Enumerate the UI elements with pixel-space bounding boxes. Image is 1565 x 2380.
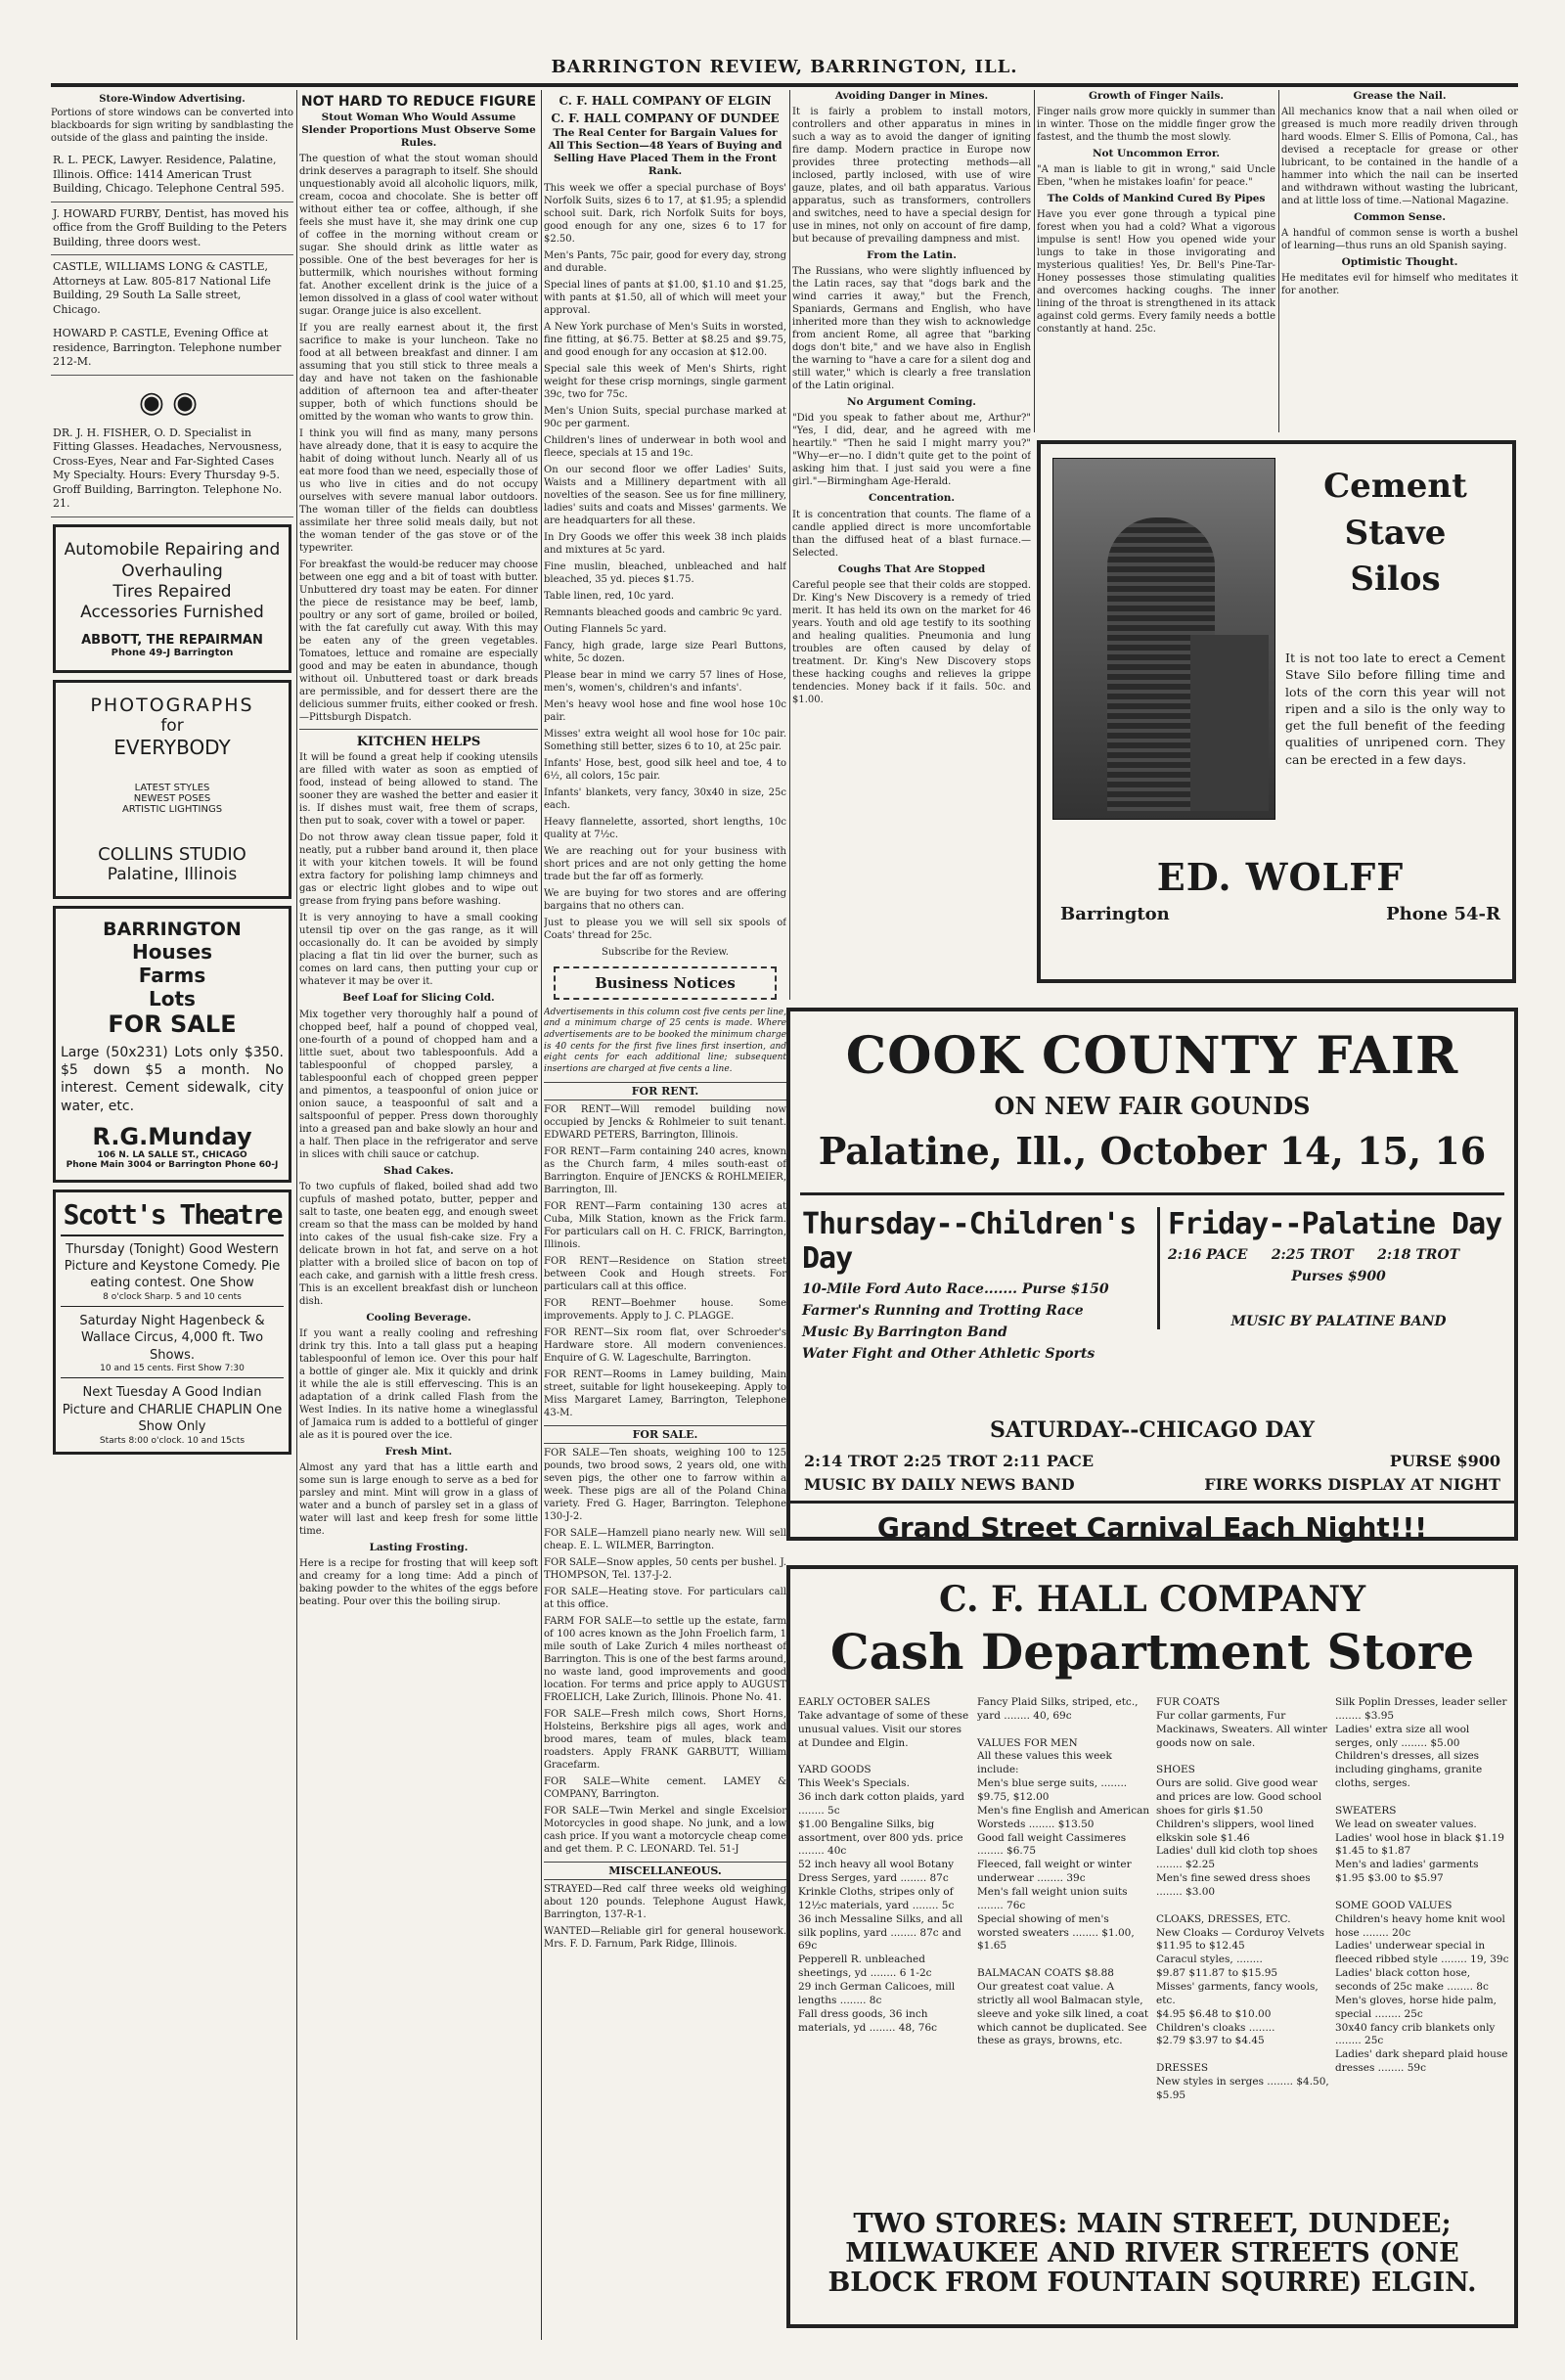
hall-item: In Dry Goods we offer this week 38 inch plaids and mixtures at 5c yard. [544,531,786,556]
thursday-event: Water Fight and Other Athletic Sports [802,1346,1096,1362]
hall-ad-stores: TWO STORES: MAIN STREET, DUNDEE; MILWAUKEE AND RIVER STREETS (ONE BLOCK FROM FOUNTAIN SQURRE) ELGIN. [827,2209,1477,2299]
hall-dundee-heading: C. F. HALL COMPANY OF DUNDEE [551,112,780,125]
column-divider [1278,90,1279,432]
classified-ad: FOR RENT—Farm containing 240 acres, known as the Church farm, 4 miles south-east of Barrington. Enquire of JENCKS & ROHLMEIER, Barrington, Ill. [544,1145,786,1195]
munday-line-6: Large (50x231) Lots only $350. $5 down $5 a month. No interest. Cement sidewalk, city water, etc. [61,1045,284,1114]
classified-ad: WANTED—Reliable girl for general housework. Mrs. F. D. Farnum, Park Ridge, Illinois. [544,1925,786,1950]
classified-ad: FOR SALE—Twin Merkel and single Excelsior Motorcycles in good shape. No junk, and a low cash price. If you want a motorcycle cheap come and get them. P. C. LEONARD. Tel. 51-J [544,1805,786,1855]
classified-ad: FOR RENT—Six room flat, over Schroeder's Hardware store. All modern conveniences. Enquire of G. W. Lageschulte, Barrington. [544,1326,786,1364]
column-divider [296,90,297,2340]
article-paragraph: "A man is liable to git in wrong," said Uncle Eben, "when he mistakes loafin' for peace." [1037,164,1275,189]
abbott-ad [53,524,291,673]
article-paragraph: It is very annoying to have a small cooking utensil tip over on the gas range, as it will occasionally do. It can be avoided by simply placing a flat tin lid over the burner, such as comes on lard cans, then putting your cup or whatever it may be over it. [299,913,538,988]
hall-item: Remnants bleached goods and cambric 9c yard. [544,606,782,618]
hall-item: On our second floor we offer Ladies' Suits, Waists and a Millinery department with all novelties of the season. See us for fine millinery, ladies' suits and coats and Misses' garments. We are headquarters for all these. [544,464,786,526]
friday-races: 2:16 PACE 2:25 TROT 2:18 TROT [1168,1247,1460,1263]
recipe-heading: Cooling Beverage. [366,1311,471,1324]
munday-ad [53,906,291,1183]
divider [800,1192,1504,1195]
scott-saturday: Saturday Night Hagenbeck & Wallace Circus, 4,000 ft. Two Shows. [79,1313,265,1363]
munday-line-8: 106 N. LA SALLE ST., CHICAGO Phone Main 3004 or Barrington Phone 60-J [66,1149,279,1170]
hall-item: Misses' extra weight all wool hose for 10c pair. Something still better, sizes 6 to 10, at 25c pair. [544,728,786,752]
classified-ad: FOR SALE—Hamzell piano nearly new. Will sell cheap. E. L. WILMER, Barrington. [544,1527,786,1551]
for-rent-heading: FOR RENT. [544,1082,786,1100]
for-sale-heading: FOR SALE. [544,1425,786,1444]
kitchen-helps-heading: KITCHEN HELPS [356,735,481,750]
munday-line-1: BARRINGTON [103,919,242,941]
thursday-heading: Thursday--Children's Day [802,1207,1137,1276]
abbott-line-2: Tires Repaired [112,581,232,602]
newspaper-page [51,39,1518,2348]
fisher-card: DR. J. H. FISHER, O. D. Specialist in Fitting Glasses. Headaches, Nervousness, Cross-Eyes, Near and Far-Sighted Cases My Specialty. Hours: Every Thursday 9-5. Groff Building, Barrington. Telephone No. 21. [51,422,293,517]
hall-item: Infants' Hose, best, good silk heel and toe, 4 to 6½, all colors, 15c pair. [544,757,786,782]
hall-item: We are buying for two stores and are offering bargains that no others can. [544,887,786,912]
silo-photo [1052,458,1275,820]
hall-ad-title: C. F. HALL COMPANY [938,1579,1366,1620]
silo-seller: ED. WOLFF [1156,855,1405,899]
hall-item: Heavy flannelette, assorted, short lengths, 10c quality at 7½c. [544,816,786,840]
subscribe-note: Subscribe for the Review. [602,946,729,958]
collins-line-4: LATEST STYLES NEWEST POSES ARTISTIC LIGHTINGS [121,783,223,816]
fair-date: Palatine, Ill., October 14, 15, 16 [818,1129,1487,1173]
article-paragraph: For breakfast the would-be reducer may choose between one egg and a bit of toast with butter. Unbuttered dry toast may be eaten. For dinner the piece de resistance may be beef, lamb, poultry or any sort of game, broiled or boiled, with the fat carefully cut away. With this may be eaten any of the green vegetables. Tomatoes, lettuce and romaine are especially good and may be eaten in abundance, though without oil. Unbuttered toast or dark breads are permissible, and for dessert there are the delicious summer fruits, either cooked or fresh. —Pittsburgh Dispatch. [299,560,538,724]
eyeglasses-icon: ◉◉ [138,384,206,420]
business-notices-rates: Advertisements in this column cost five cents per line, and a minimum charge of 25 cents is made. Where advertisements are to be booked the minimum charge is 40 cents for the first five lines first insertion, and eight cents for each additional line; subsequent insertions are charged at five cents a line. [544,1007,786,1074]
scott-saturday-times: 10 and 15 cents. First Show 7:30 [61,1364,284,1378]
article-reduce-sub: Stout Woman Who Would Assume Slender Proportions Must Observe Some Rules. [301,112,536,150]
miscellaneous-heading: MISCELLANEOUS. [544,1862,786,1880]
hall-item: Men's Pants, 75c pair, good for every day, strong and durable. [544,249,786,274]
article-paragraph: A handful of common sense is worth a bushel of learning—thus runs an old Spanish saying. [1281,228,1518,252]
castle-card: CASTLE, WILLIAMS LONG & CASTLE, Attorneys at Law. 805-817 National Life Building, 29 South La Salle street, Chicago. [53,260,271,316]
friday-purse: Purses $900 [1291,1269,1386,1284]
collins-ad [53,680,291,899]
classified-ad: FOR RENT—Boehmer house. Some improvements. Apply to J. C. PLAGGE. [544,1297,786,1322]
abbott-line-3: Accessories Furnished [80,602,264,622]
thursday-event: Music By Barrington Band [802,1325,1007,1340]
fair-subtitle: ON NEW FAIR GOUNDS [994,1092,1311,1120]
recipe-heading: Beef Loaf for Slicing Cold. [342,992,495,1005]
cook-county-fair-ad [786,1008,1518,1544]
scott-thursday: Thursday (Tonight) Good Western Picture and Keystone Comedy. Pie eating contest. One Show [64,1241,281,1290]
silo-body: It is not too late to erect a Cement Stave Silo before filling time and lots of the corn this year will not ripen and a silo is the only way to get the full benefit of the feeding qualities of unripened corn. They can be erected in a few days. [1285,651,1505,767]
business-notices-heading: Business Notices [554,966,777,1000]
silo-phone: Phone 54-R [1386,904,1500,924]
top-rule [51,83,1518,87]
article-paragraph: The question of what the stout woman should drink deserves a paragraph to itself. She should unquestionably avoid all alcoholic liquors, milk, cream, cocoa and chocolate. She is better off without either tea or coffee, although, if she feels she must have it, she may drink one cup of coffee in the morning without cream or sugar. She should drink as little water as possible. One of the best beverages for her is buttermilk, which nourishes without forming fat. Another excellent drink is the juice of a lemon dissolved in a glass of cool water without sugar. Orange juice is also excellent. [299,154,538,318]
collins-line-1: PHOTOGRAPHS [90,695,254,717]
article-heading: From the Latin. [867,249,957,262]
hall-ad-column: EARLY OCTOBER SALES Take advantage of some of these unusual values. Visit our stores at Dundee and Elgin. YARD GOODS This Week's Specials. 36 inch dark cotton plaids, yard ........ 5c $1.00 Bengaline Silks, big assortment, over 800 yds. price ........ 40c 52 inch heavy all wool Botany Dress Serges, yard ........ 87c Krinkle Cloths, stripes only of 12½c materials, yard ........ 5c 36 inch Messaline Silks, and all silk poplins, yard ........ 87c and 69c Pepperell R. unbleached sheetings, yd ........ 6 1-2c 29 inch German Calicoes, mill lengths ........ 8c Fall dress goods, 36 inch materials, yd ........ 48, 76c [798,1696,969,2034]
article-paragraph: Almost any yard that has a little earth and some sun is large enough to serve as a bed for parsley and mint. Mint will grow in a glass of water and a bunch of parsley set in a glass of water will last and keep fresh for some little time. [299,1461,538,1537]
munday-line-5: FOR SALE [108,1010,237,1039]
hall-item: Fancy, high grade, large size Pearl Buttons, white, 5c dozen. [544,640,786,664]
saturday-heading: SATURDAY--CHICAGO DAY [990,1417,1315,1443]
article-heading: Concentration. [868,492,956,505]
hall-subheading: The Real Center for Bargain Values for All This Section—48 Years of Buying and Selling Have Placed Them in the Front Rank. [548,127,782,178]
hall-item: Special lines of pants at $1.00, $1.10 and $1.25, with pants at $1.50, all of which will meet your approval. [544,279,786,316]
hall-ad-column: Fancy Plaid Silks, striped, etc., yard ........ 40, 69c VALUES FOR MEN All these values this week include: Men's blue serge suits, ........ $9.75, $12.00 Men's fine English and American Worsteds ........ $13.50 Good fall weight Cassimeres ........ $6.75 Fleeced, fall weight or winter underwear ........ 39c Men's fall weight union suits ........ 76c Special showing of men's worsted sweaters ........ $1.00, $1.65 BALMACAN COATS $8.88 Our greatest coat value. A strictly all wool Balmacan style, sleeve and yoke silk lined, a coat which cannot be duplicated. See these as grays, browns, etc. [977,1696,1150,2047]
furby-card: J. HOWARD FURBY, Dentist, has moved his office from the Groff Building to the Peters Building, three doors west. [51,202,293,256]
hall-item: Please bear in mind we carry 57 lines of Hose, men's, women's, children's and infants'. [544,669,786,694]
hall-item: Fine muslin, bleached, unbleached and half bleached, 35 yd. pieces $1.75. [544,561,786,585]
article-paragraph: I think you will find as many, many persons have already done, that it is easy to acquire the habit of doing without lunch. Nearly all of us eat more food than we need, especially those of us who live in cities and do not occupy ourselves with severe manual labor outdoors. The woman tiller of the fields can doubtless assimilate her three solid meals daily, but not the woman tender of the gas stove or of the typewriter. [299,428,538,555]
hall-item: This week we offer a special purchase of Boys' Norfolk Suits, sizes 6 to 17, at $1.95; a splendid school suit. Dark, rich Norfolk Suits for boys, good enough for any one, sizes 6 to 17 for $2.50. [544,182,786,245]
recipe-heading: Lasting Frosting. [369,1541,469,1553]
saturday-music-row [804,1475,1500,1494]
column-2 [299,90,538,1612]
abbott-line-1: Automobile Repairing and Overhauling [64,539,281,581]
collins-line-5: COLLINS STUDIO [98,844,246,866]
article-reduce-title: NOT HARD TO REDUCE FIGURE [300,94,537,110]
column-divider [541,90,542,2340]
article-paragraph: Finger nails grow more quickly in summer than in winter. Those on the middle finger grow the fastest, and the thumb the most slowly. [1037,107,1275,144]
article-paragraph: Here is a recipe for frosting that will keep soft and creamy for a long time: Add a pinch of baking powder to the whites of the eggs before beating. Pour over this the boiling sirup. [299,1558,538,1607]
abbott-line-4: ABBOTT, THE REPAIRMAN [81,633,263,649]
silo-title-line: Stave [1344,513,1447,553]
saturday-races: 2:14 TROT 2:25 TROT 2:11 PACE [804,1452,1095,1470]
scott-title: Scott's Theatre [61,1198,284,1236]
cement-silo-ad [1037,440,1516,983]
barn-shape [1190,635,1269,811]
hall-ad-column: FUR COATS Fur collar garments, Fur Mackinaws, Sweaters. All winter goods now on sale. SHOES Ours are solid. Give good wear and prices are low. Good school shoes for girls $1.50 Children's slippers, wool lined elkskin sole $1.46 Ladies' dull kid cloth top shoes ........ $2.25 Men's fine sewed dress shoes ........ $3.00 CLOAKS, DRESSES, ETC. New Cloaks — Corduroy Velvets $11.95 to $12.45 Caracul styles, ........ $9.87 $11.87 to $15.95 Misses' garments, fancy wools, etc. $4.95 $6.48 to $10.00 Children's cloaks ........ $2.79 $3.97 to $4.45 DRESSES New styles in serges ........ $4.50, $5.95 [1156,1696,1329,2101]
silo-contact [1060,904,1500,924]
article-heading: The Colds of Mankind Cured By Pipes [1047,193,1266,205]
thursday-event: 10-Mile Ford Auto Race....... Purse $150 [802,1281,1109,1297]
castle-evening-card: HOWARD P. CASTLE, Evening Office at residence, Barrington. Telephone number 212-M. [51,322,293,376]
column-1 [51,90,293,1461]
friday-block [1157,1207,1509,1329]
masthead: BARRINGTON REVIEW, BARRINGTON, ILL. [551,57,1018,77]
thursday-block [802,1207,1149,1362]
cf-hall-ad [786,1565,1518,2328]
article-paragraph: Do not throw away clean tissue paper, fold it neatly, put a rubber band around it, then place it with your kitchen towels. It will be found extra factory for polishing lamp chimneys and gas or electric light globes and to wipe out grease from frying pans before washing. [299,832,538,908]
saturday-music: MUSIC BY DAILY NEWS BAND [804,1475,1075,1494]
carnival-line: Grand Street Carnival Each Night!!! [790,1501,1514,1544]
classified-ad: FOR RENT—Residence on Station street between Cook and Hough streets. For particulars call at this office. [544,1255,786,1292]
abbott-line-5: Phone 49-J Barrington [111,648,234,659]
classified-ad: FOR SALE—Snow apples, 50 cents per bushel. J. THOMPSON, Tel. 137-J-2. [544,1556,786,1581]
munday-line-4: Lots [149,987,196,1011]
article-heading: Coughs That Are Stopped [837,562,986,575]
article-paragraph: The Russians, who were slightly influenced by the Latin races, say that "dogs bark and the wind carries it away," but the French, Spaniards, Germans and English, who have inherited more than they wish to acknowledge from ancient Rome, all agree that "barking dogs don't bite," and we have also in English the warning to "have a care for a silent dog and still water," which is clearly a free translation of the Latin original. [792,266,1031,392]
hall-item: We are reaching out for your business with short prices and are not only getting the home trade but the far off as formerly. [544,845,786,882]
column-6 [1281,90,1518,432]
recipe-heading: Shad Cakes. [383,1164,454,1177]
hall-item: Men's heavy wool hose and fine wool hose 10c pair. [544,698,786,723]
classified-ad: FARM FOR SALE—to settle up the estate, farm of 100 acres known as the John Froelich farm, 1 mile south of Lake Zurich 4 miles northeast of Barrington. This is one of the best farms around, no waste land, good improvements and good location. For terms and price apply to AUGUST FROELICH, Lake Zurich, Illinois. Phone No. 41. [544,1615,786,1703]
article-paragraph: If you want a really cooling and refreshing drink try this. Into a tall glass put a heaping tablespoonful of lemon ice. Over this pour half a bottle of ginger ale. Mix it quickly and drink it while the ale is still effervescing. This is an adaptation of a drink called Flash from the West Indies. In its native home a wineglassful of Jamaica rum is added to a bottleful of ginger ale as it is poured over the ice. [299,1327,538,1441]
article-paragraph: To two cupfuls of flaked, boiled shad add two cupfuls of mashed potato, butter, pepper and salt to taste, one beaten egg, and enough sweet cream so that the mass can be molded by hand into cakes of the usual fish-cake size. Fry a delicate brown in hot fat, and serve on a hot platter with a broiled slice of bacon on top of each cake, and garnish with a little fresh cress. This is an excellent breakfast dish or luncheon dish. [299,1181,538,1307]
collins-line-3: EVERYBODY [113,736,231,760]
article-paragraph: It will be found a great help if cooking utensils are filled with water as soon as emptied of food, instead of being allowed to stand. The sooner they are washed the better and easier it is. If dishes must wait, free them of scraps, then put to soak, cover with a towel or paper. [299,752,538,828]
column-5 [1037,90,1275,432]
saturday-fireworks: FIRE WORKS DISPLAY AT NIGHT [1204,1475,1500,1494]
collins-line-6: Palatine, Illinois [107,865,238,885]
recipe-heading: Fresh Mint. [384,1445,453,1458]
column-3 [544,90,786,2340]
fair-title: COOK COUNTY FAIR [845,1026,1459,1086]
article-paragraph: It is concentration that counts. The flame of a candle applied direct is more uncomfortable than the diffused heat of a blast furnace.—Selected. [792,509,1031,559]
munday-line-7: R.G.Munday [92,1122,252,1150]
column-4 [792,90,1031,1000]
article-heading: Grease the Nail. [1353,90,1447,102]
classified-ad: FOR RENT—Rooms in Lamey building, Main street, suitable for light housekeeping. Apply to Miss Margaret Lamey, Barrington, Telephone 43-M. [544,1369,786,1418]
hall-item: Special sale this week of Men's Shirts, right weight for these crisp mornings, single garment 39c, two for 75c. [544,363,786,400]
store-window-heading: Store-Window Advertising. [99,94,246,105]
article-paragraph: If you are really earnest about it, the first sacrifice to make is your luncheon. Take no food at all between breakfast and dinner. I am assuming that you still stick to three meals a day and have not taken on the fashionable addition of afternoon tea and after-theater supper, both of which functions should be omitted by the woman who wants to grow thin. [299,323,538,424]
column-divider [1034,90,1035,432]
article-paragraph: All mechanics know that a nail when oiled or greased is much more readily driven through hard woods. Elmer S. Ellis of Pomona, Cal., has devised a receptacle for grease or other lubricant, to be contained in the handle of a hammer into which the nail can be inserted and withdrawn without wasting the lubricant, and at little loss of time.—National Magazine. [1281,107,1518,207]
classified-ad: FOR SALE—White cement. LAMEY & COMPANY, Barrington. [544,1775,786,1800]
munday-line-2: Houses [131,940,213,965]
thursday-event: Farmer's Running and Trotting Race [802,1303,1084,1319]
scott-theatre-ad [53,1190,291,1455]
hall-ad-column: Silk Poplin Dresses, leader seller ........ $3.95 Ladies' extra size all wool serges, only ........ $5.00 Children's dresses, all sizes including ginghams, granite cloths, serges. SWEATERS We lead on sweater values. Ladies' wool hose in black $1.19 $1.45 to $1.87 Men's and ladies' garments $1.95 $3.00 to $5.97 SOME GOOD VALUES Children's heavy home knit wool hose ........ 20c Ladies' underwear special in fleeced ribbed style ........ 19, 39c Ladies' black cotton hose, seconds of 25c make ........ 8c Men's gloves, horse hide palm, special ........ 25c 30x40 fancy crib blankets only ........ 25c Ladies' dark shepard plaid house dresses ........ 59c [1335,1696,1509,2075]
saturday-purse: PURSE $900 [1389,1452,1500,1470]
article-paragraph: "Did you speak to father about me, Arthur?" "Yes, I did, dear, and he agreed with me heartily." "Then he said I might marry you?" "Why—er—no. I didn't quite get to the point of asking him that. I just said you were a fine girl."—Birmingham Age-Herald. [792,413,1031,488]
classified-ad: FOR SALE—Fresh milch cows, Short Horns, Holsteins, Berkshire pigs all ages, work and brood mares, team of mules, black team roadsters. Apply FRANK GARBUTT, William Gracefarm. [544,1708,786,1771]
store-window-text: Portions of store windows can be converted into blackboards for sign writing by sandblasting the outside of the glass and painting the inside. [51,108,293,144]
article-paragraph: Mix together very thoroughly half a pound of chopped beef, half a pound of chopped veal, one-fourth of a pound of chopped ham and a little suet, about two tablespoonfuls. Add a tablespoonful of chopped parsley, a tablespoonful each of chopped green pepper and pimentos, a teaspoonful of onion juice or onion sauce, a teaspoonful of salt and a saltspoonful of pepper. Press down thoroughly into a greased pan and bake slowly an hour and a half. Then place in the refrigerator and serve in slices with chili sauce or catchup. [299,1009,538,1160]
hall-item: A New York purchase of Men's Suits in worsted, fine fitting, at $6.75. Better at $8.25 and $9.75, and good enough for any occasion at $12.00. [544,321,786,358]
classified-ad: STRAYED—Red calf three weeks old weighing about 120 pounds. Telephone August Hawk, Barrington, 137-R-1. [544,1883,786,1920]
peck-card: R. L. PECK, Lawyer. Residence, Palatine, Illinois. Office: 1414 American Trust Building, Chicago. Telephone Central 595. [51,149,293,202]
silo-title-line: Silos [1350,560,1441,600]
classified-ad: FOR RENT—Farm containing 130 acres at Cuba, Milk Station, known as the Frick farm. For particulars call on H. C. FRICK, Barrington, Illinois. [544,1200,786,1250]
friday-music: MUSIC BY PALATINE BAND [1230,1314,1447,1329]
column-divider [789,90,790,1000]
hall-item: Just to please you we will sell six spools of Coats' thread for 25c. [544,917,786,941]
hall-item: Outing Flannels 5c yard. [544,623,667,635]
divider [299,729,538,730]
classified-ad: FOR SALE—Ten shoats, weighing 100 to 125 pounds, two brood sows, 2 years old, one with seven pigs, the other one to farrow within a week. These pigs are all of the Poland China variety. Fred G. Hager, Barrington. Telephone 130-J-2. [544,1447,786,1522]
hall-item: Children's lines of underwear in both wool and fleece, specials at 15 and 19c. [544,434,786,459]
article-paragraph: It is fairly a problem to install motors, controllers and other apparatus in mines in such a way as to avoid the danger of igniting fire damp. Modern practice in Europe now provides three protecting methods—all inclosed, partly inclosed, with use of wire gauze, plates, and oil bath apparatus. Various apparatus, such as transformers, controllers and switches, need to have a special design for use in mines, not only on account of fire damp, but because of prevailing dampness and mist. [792,107,1031,246]
article-heading: Not Uncommon Error. [1092,148,1221,160]
hall-elgin-heading: C. F. HALL COMPANY OF ELGIN [559,94,772,108]
classified-ad: FOR RENT—Will remodel building now occupied by Jencks & Rohlmeier to suit tenant. EDWARD PETERS, Barrington, Illinois. [544,1103,786,1141]
article-paragraph: Careful people see that their colds are stopped. Dr. King's New Discovery is a remedy of tried merit. It has held its own on the market for 46 years. Youth and old age testify to its soothing and healing qualities. Pneumonia and lung troubles are often caused by delay of treatment. Dr. King's New Discovery stops these hacking coughs and relieves la grippe tendencies. Money back if it fails. 50c. and $1.00. [792,579,1031,705]
article-heading: Common Sense. [1353,211,1447,224]
article-paragraph: He meditates evil for himself who meditates it for another. [1281,273,1518,297]
collins-line-2: for [160,716,184,737]
silo-title [1285,464,1505,604]
silo-title-line: Cement [1323,467,1467,506]
hall-item: Table linen, red, 10c yard. [544,590,675,602]
scott-tuesday-times: Starts 8:00 o'clock. 10 and 15cts [99,1435,246,1446]
hall-item: Infants' blankets, very fancy, 30x40 in size, 25c each. [544,786,786,811]
hall-ad-columns [798,1696,1512,2205]
article-heading: Avoiding Danger in Mines. [834,90,989,102]
article-heading: Growth of Finger Nails. [1088,90,1225,102]
scott-thursday-times: 8 o'clock Sharp. 5 and 10 cents [61,1292,284,1307]
hall-ad-subtitle: Cash Department Store [829,1623,1475,1681]
silo-town: Barrington [1060,904,1170,924]
article-heading: Optimistic Thought. [1341,256,1458,269]
saturday-races-row [804,1452,1500,1470]
friday-heading: Friday--Palatine Day [1168,1207,1502,1241]
munday-line-3: Farms [138,964,206,988]
scott-tuesday: Next Tuesday A Good Indian Picture and CHARLIE CHAPLIN One Show Only [62,1385,283,1435]
article-paragraph: Have you ever gone through a typical pine forest when you had a cold? What a vigorous impulse is sent! How you opened wide your lungs to take in those invigorating and mysterious qualities! Yes, Dr. Bell's Pine-Tar-Honey possesses those stimulating qualities and overcomes hacking coughs. The inner lining of the throat is strengthened in its attack against cold germs. Every family needs a bottle constantly at hand. 25c. [1037,209,1275,336]
article-heading: No Argument Coming. [847,396,976,409]
hall-item: Men's Union Suits, special purchase marked at 90c per garment. [544,405,786,429]
classified-ad: FOR SALE—Heating stove. For particulars call at this office. [544,1586,786,1610]
